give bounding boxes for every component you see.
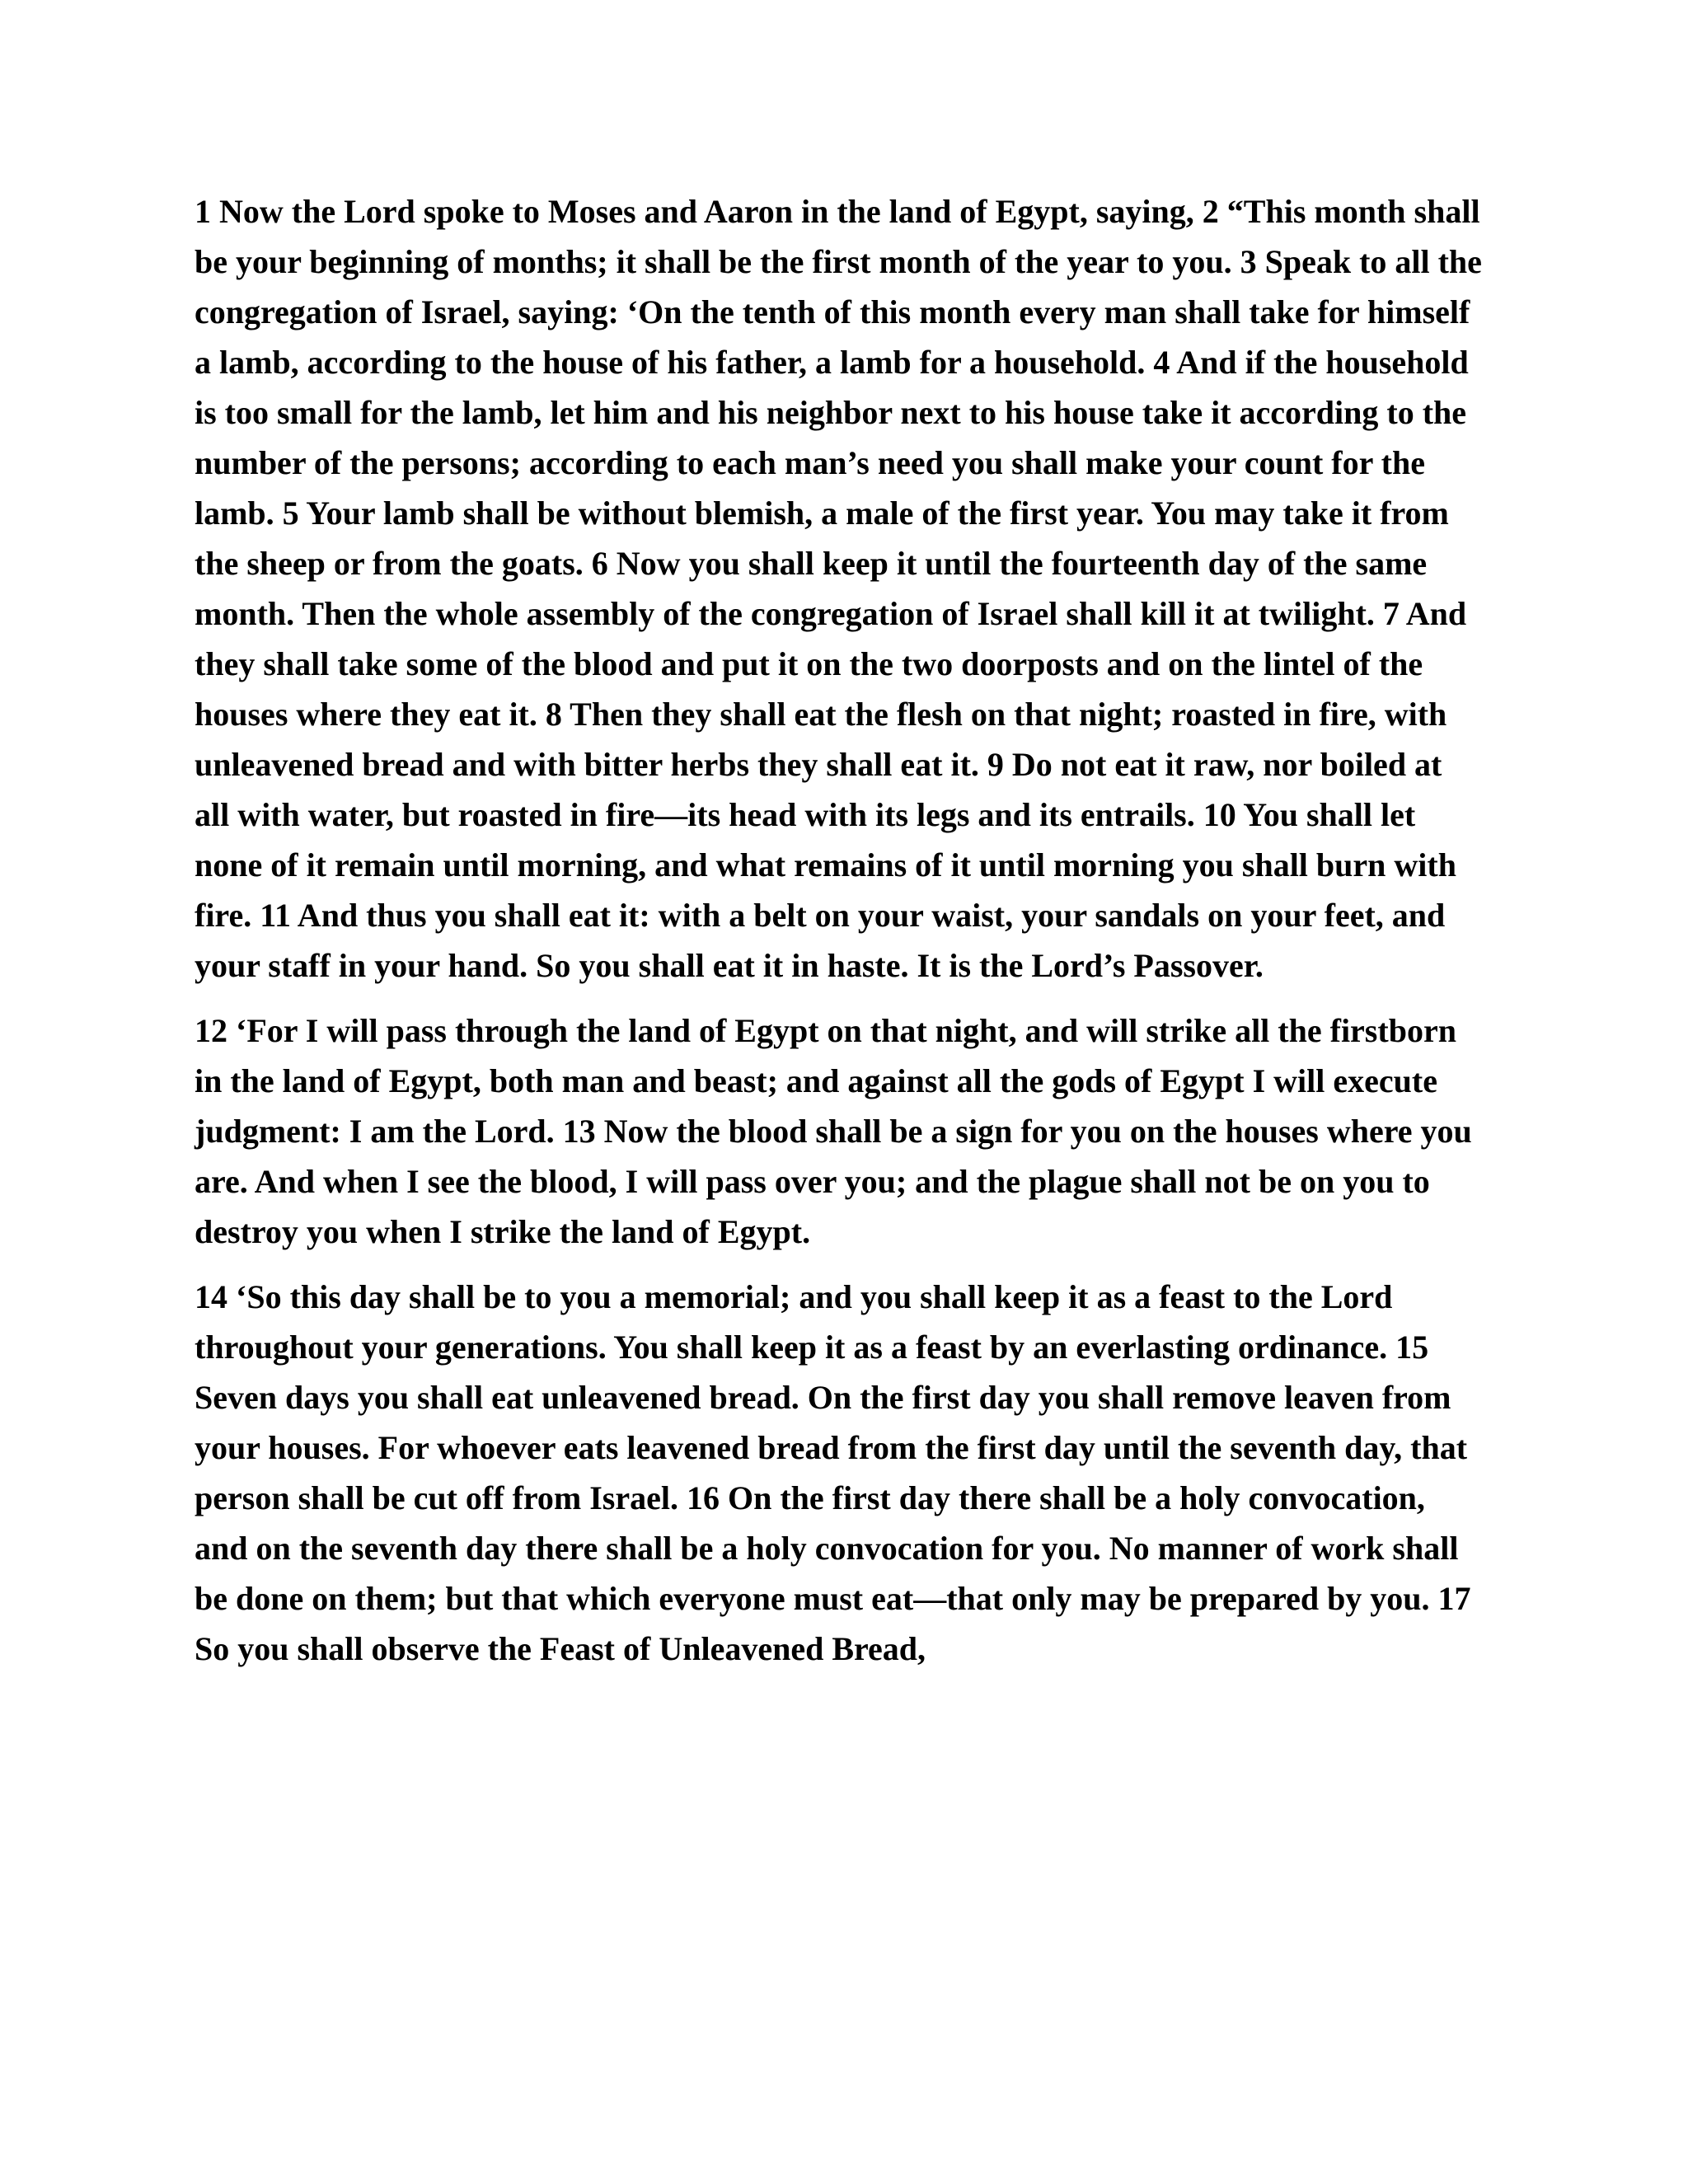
document-body xyxy=(195,186,1484,1689)
paragraph-verses-1-11: 1 Now the Lord spoke to Moses and Aaron in the land of Egypt, saying, 2 “This month shall be your beginning of months; it shall be the first month of the year to you. 3 Speak to all the congregation of Israel, saying: ‘On the tenth of this month every man shall take for himself a lamb, according to the house of his father, a lamb for a household. 4 And if the household is too small for the lamb, let him and his neighbor next to his house take it according to the number of the persons; according to each man’s need you shall make your count for the lamb. 5 Your lamb shall be without blemish, a male of the first year. You may take it from the sheep or from the goats. 6 Now you shall keep it until the fourteenth day of the same month. Then the whole assembly of the congregation of Israel shall kill it at twilight. 7 And they shall take some of the blood and put it on the two doorposts and on the lintel of the houses where they eat it. 8 Then they shall eat the flesh on that night; roasted in fire, with unleavened bread and with bitter herbs they shall eat it. 9 Do not eat it raw, nor boiled at all with water, but roasted in fire—its head with its legs and its entrails. 10 You shall let none of it remain until morning, and what remains of it until morning you shall burn with fire. 11 And thus you shall eat it: with a belt on your waist, your sandals on your feet, and your staff in your hand. So you shall eat it in haste. It is the Lord’s Passover. xyxy=(195,193,1482,984)
paragraph-verses-14-17: 14 ‘So this day shall be to you a memorial; and you shall keep it as a feast to the Lord throughout your generations. You shall keep it as a feast by an everlasting ordinance. 15 Seven days you shall eat unleavened bread. On the first day you shall remove leaven from your houses. For whoever eats leavened bread from the first day until the seventh day, that person shall be cut off from Israel. 16 On the first day there shall be a holy convocation, and on the seventh day there shall be a holy convocation for you. No manner of work shall be done on them; but that which everyone must eat—that only may be prepared by you. 17 So you shall observe the Feast of Unleavened Bread, xyxy=(195,1278,1471,1667)
paragraph-verses-12-13: 12 ‘For I will pass through the land of Egypt on that night, and will strike all the firstborn in the land of Egypt, both man and beast; and against all the gods of Egypt I will execute judgment: I am the Lord. 13 Now the blood shall be a sign for you on the houses where you are. And when I see the blood, I will pass over you; and the plague shall not be on you to destroy you when I strike the land of Egypt. xyxy=(195,1012,1472,1250)
